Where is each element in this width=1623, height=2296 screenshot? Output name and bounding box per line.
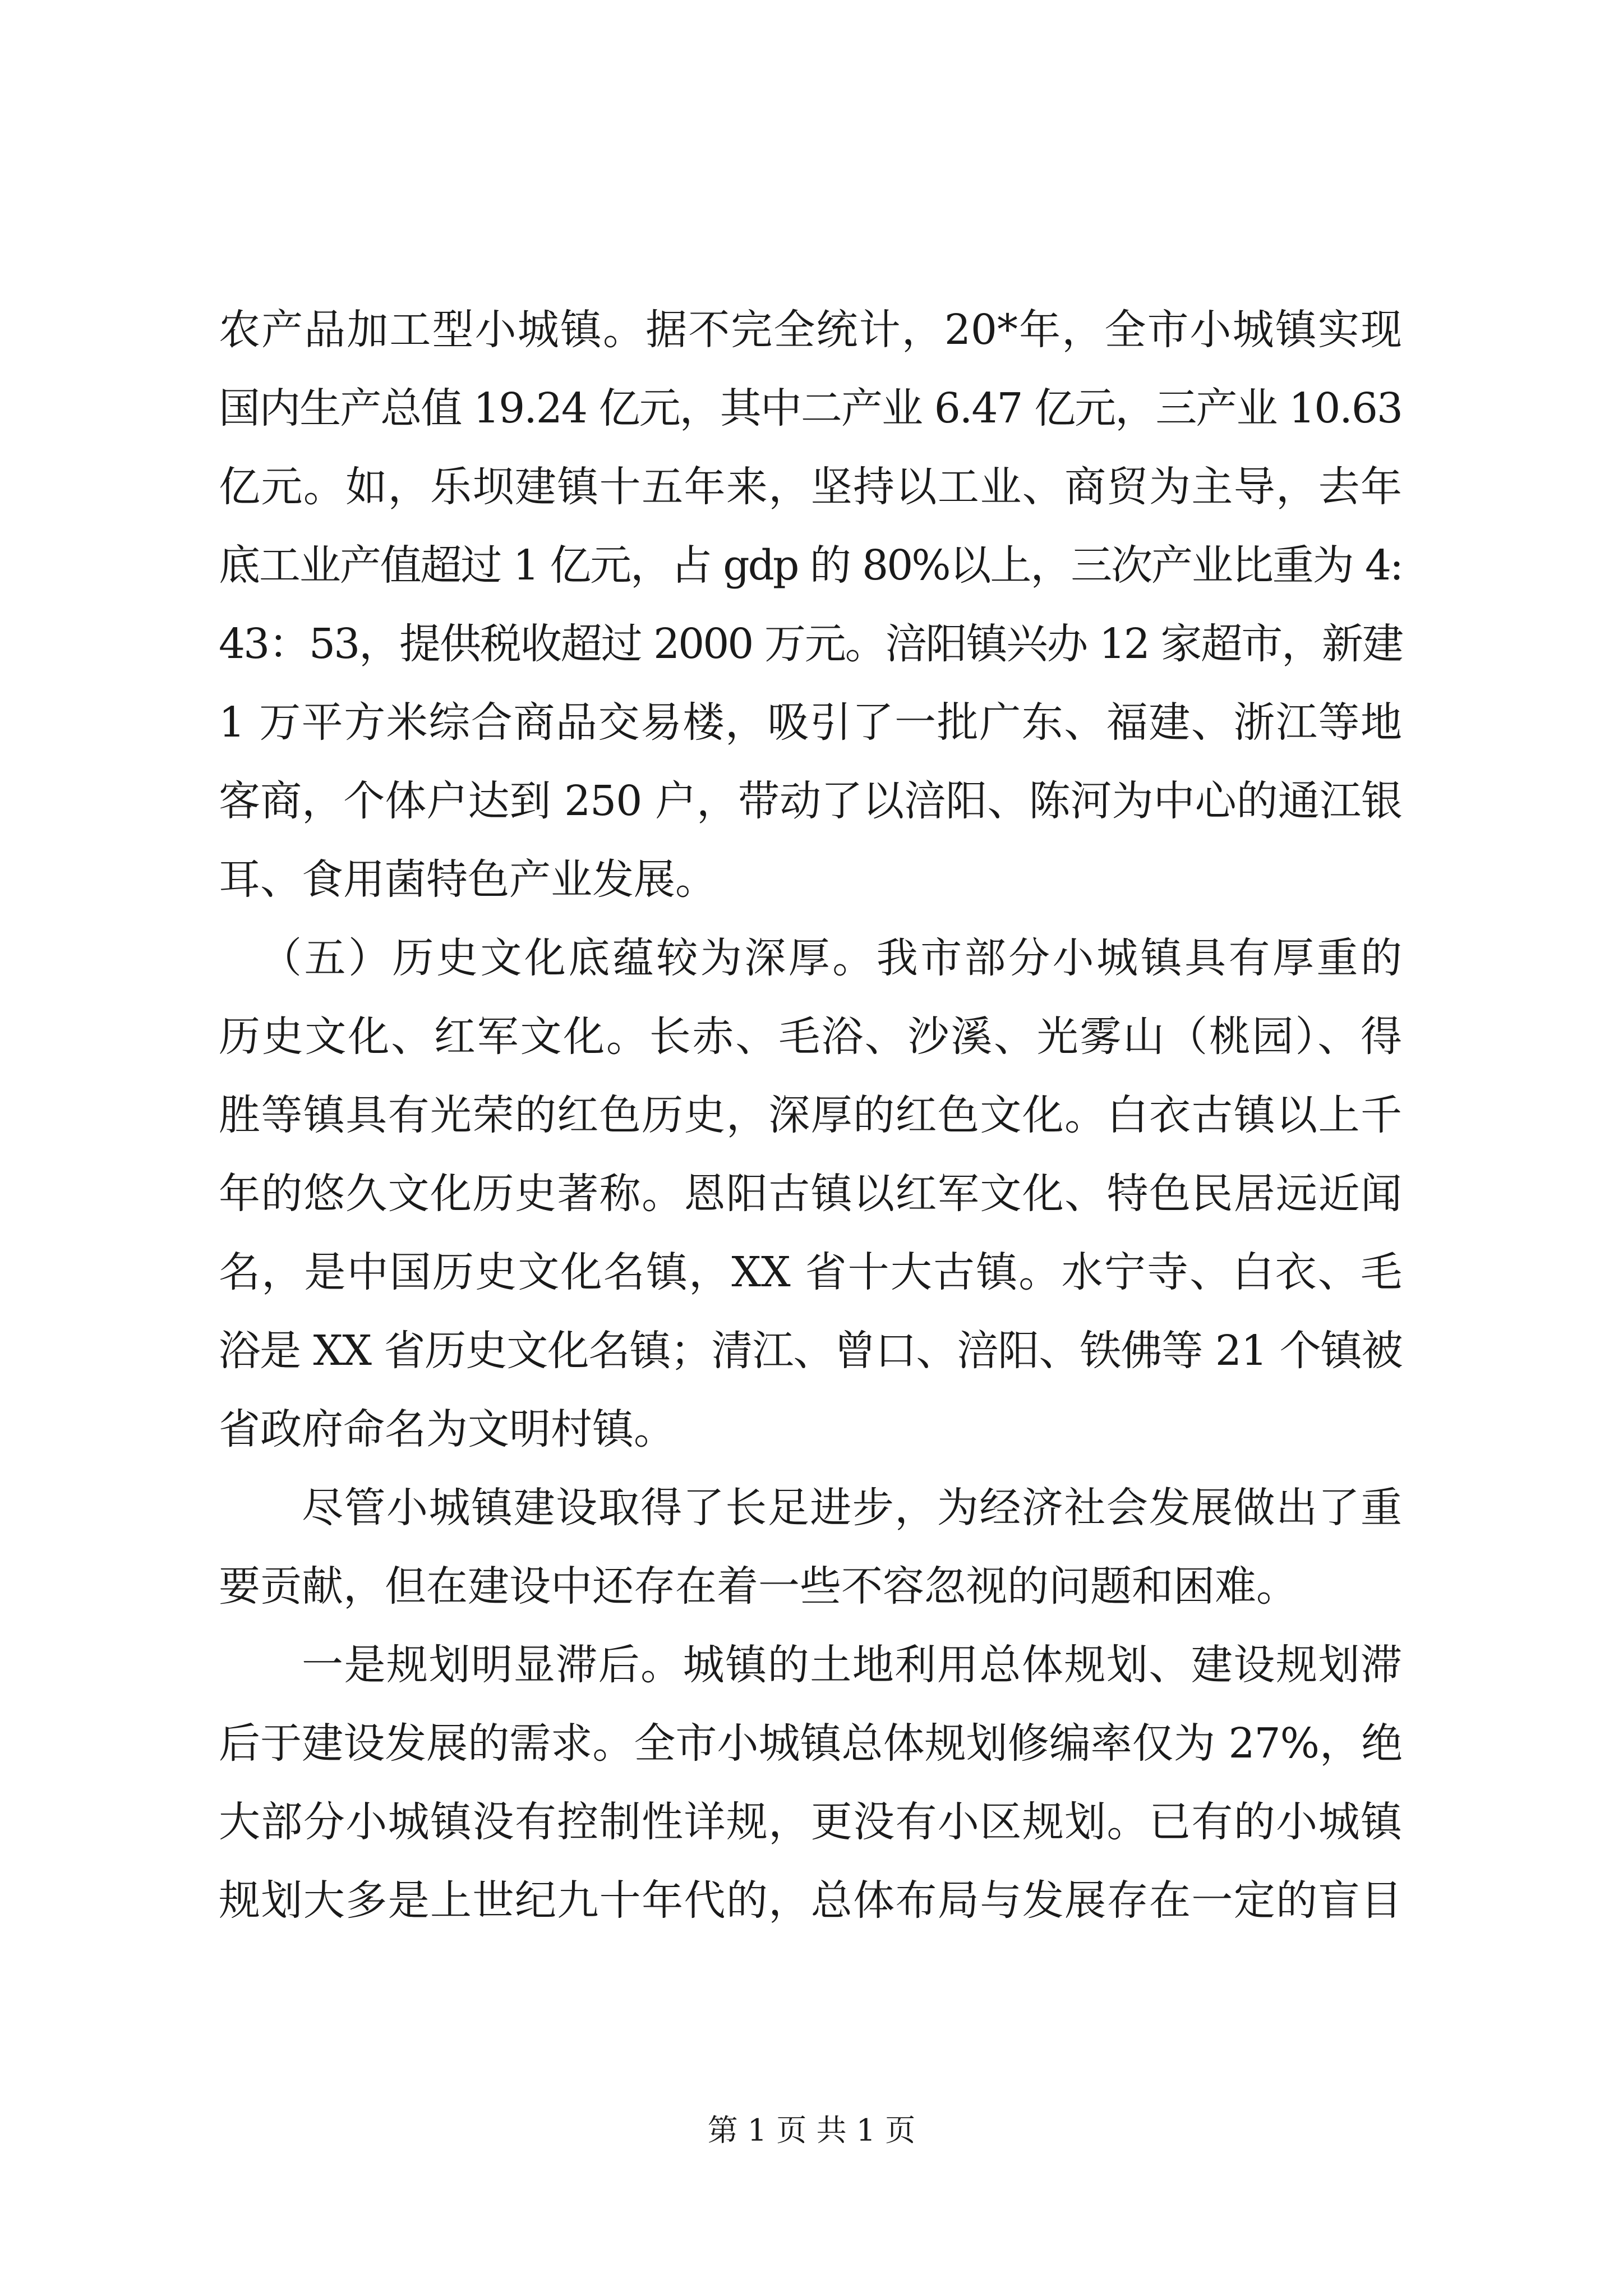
paragraph-line: 耳、食用菌特色产业发展。 bbox=[219, 855, 717, 904]
paragraph-line: 一是规划明显滞后。城镇的土地利用总体规划、建设规划滞 bbox=[302, 1641, 1402, 1689]
paragraph-line: 规划大多是上世纪九十年代的，总体布局与发展存在一定的盲目 bbox=[219, 1876, 1402, 1925]
paragraph-line: 大部分小城镇没有控制性详规，更没有小区规划。已有的小城镇 bbox=[219, 1798, 1402, 1846]
paragraph-line: 历史文化、红军文化。长赤、毛浴、沙溪、光雾山（桃园）、得 bbox=[219, 1013, 1402, 1061]
paragraph-line: 名，是中国历史文化名镇，XX 省十大古镇。水宁寺、白衣、毛 bbox=[219, 1248, 1402, 1296]
paragraph-line: 后于建设发展的需求。全市小城镇总体规划修编率仅为 27%，绝 bbox=[219, 1719, 1402, 1768]
paragraph-line: 尽管小城镇建设取得了长足进步，为经济社会发展做出了重 bbox=[302, 1484, 1402, 1532]
paragraph-line: 省政府命名为文明村镇。 bbox=[219, 1405, 675, 1453]
paragraph-line: 浴是 XX 省历史文化名镇；清江、曾口、涪阳、铁佛等 21 个镇被 bbox=[219, 1327, 1403, 1375]
paragraph-line: 农产品加工型小城镇。据不完全统计，20*年，全市小城镇实现 bbox=[219, 306, 1402, 354]
paragraph-line: 客商，个体户达到 250 户，带动了以涪阳、陈河为中心的通江银 bbox=[219, 777, 1402, 825]
page-number-footer: 第 1 页 共 1 页 bbox=[707, 2113, 916, 2148]
paragraph-line: 亿元。如，乐坝建镇十五年来，坚持以工业、商贸为主导，去年 bbox=[219, 463, 1402, 511]
paragraph-line: 底工业产值超过 1 亿元，占 gdp 的 80%以上，三次产业比重为 4: bbox=[219, 541, 1402, 590]
paragraph-line: 1 万平方米综合商品交易楼，吸引了一批广东、福建、浙江等地 bbox=[219, 698, 1402, 747]
paragraph-line: 年的悠久文化历史著称。恩阳古镇以红军文化、特色民居远近闻 bbox=[219, 1170, 1402, 1218]
paragraph-line: 胜等镇具有光荣的红色历史，深厚的红色文化。白衣古镇以上千 bbox=[219, 1091, 1402, 1139]
paragraph-line: 国内生产总值 19.24 亿元，其中二产业 6.47 亿元，三产业 10.63 bbox=[219, 384, 1402, 432]
paragraph-line: 要贡献，但在建设中还存在着一些不容忽视的问题和困难。 bbox=[219, 1562, 1298, 1611]
paragraph-line: （五）历史文化底蕴较为深厚。我市部分小城镇具有厚重的 bbox=[260, 934, 1402, 982]
document-body bbox=[219, 291, 1402, 1940]
paragraph-line: 43：53，提供税收超过 2000 万元。涪阳镇兴办 12 家超市，新建 bbox=[219, 620, 1402, 668]
